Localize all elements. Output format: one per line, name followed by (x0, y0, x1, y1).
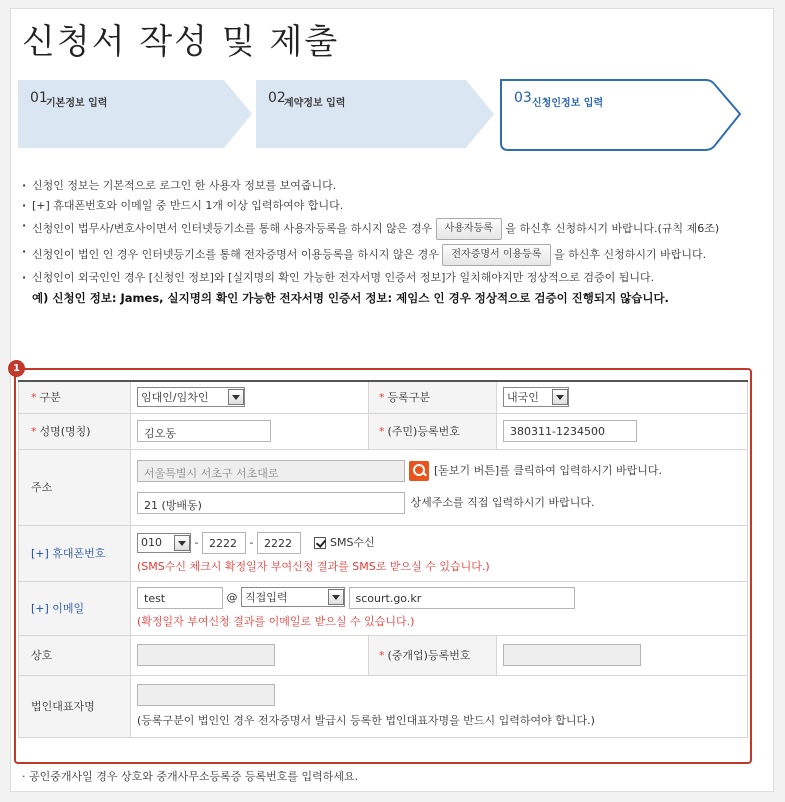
required-mark: * (379, 391, 385, 405)
category-label: 구분 (39, 391, 61, 405)
broker-no-input[interactable] (503, 644, 641, 666)
row-address (19, 449, 748, 525)
chevron-down-icon (328, 589, 344, 605)
sms-checkbox[interactable] (314, 537, 326, 549)
reg-no-value-cell (497, 413, 748, 449)
note-5: · 신청인이 외국인인 경우 [신청인 정보]와 [실지명의 확인 가능한 전자서명 인증서 정보]가 일치해야지만 정상적으로 검증이 됩니다. (22, 270, 752, 286)
email-domain-input[interactable]: scourt.go.kr (349, 587, 575, 609)
reg-type-select-value: 내국인 (507, 391, 539, 405)
category-label-cell (19, 381, 131, 413)
example-note: 예) 신청인 정보: James, 실지명의 확인 가능한 전자서명 인증서 정보: 제임스 인 경우 정상적으로 검증이 진행되지 않습니다. (32, 291, 669, 305)
address-input[interactable]: 서울특별시 서초구 서초대로 (137, 460, 405, 482)
step-1 (16, 78, 252, 148)
sms-hint: (SMS수신 체크시 확정일자 부여신청 결과를 SMS로 받으실 수 있습니다.) (137, 560, 490, 573)
name-label: 성명(명칭) (39, 425, 91, 438)
note-1: · 신청인 정보는 기본적으로 로그인 한 사용자 정보를 보여줍니다. (22, 178, 752, 194)
required-mark: * (31, 425, 37, 438)
email-hint: (확정일자 부여신청 결과를 이메일로 받으실 수 있습니다.) (137, 615, 415, 628)
phone-value-cell (131, 525, 748, 581)
company-label-cell: 상호 (19, 635, 131, 675)
chevron-down-icon (552, 389, 568, 405)
address-detail-input[interactable]: 21 (방배동) (137, 492, 405, 514)
reg-type-label: 등록구분 (387, 391, 431, 405)
corp-rep-label-cell: 법인대표자명 (19, 675, 131, 737)
required-mark: * (379, 425, 385, 438)
note-3-tail: 을 하신후 신청하시기 바랍니다.(규칙 제6조) (505, 222, 720, 235)
step-3-label: 신청인정보 입력 (532, 98, 604, 109)
step-3 (500, 78, 740, 148)
note-4 (22, 244, 752, 266)
corp-rep-input[interactable] (137, 684, 275, 706)
applicant-form-table (18, 380, 748, 738)
category-value-cell (131, 381, 369, 413)
email-at: @ (226, 591, 238, 604)
phone-label: [+] 휴대폰번호 (31, 547, 106, 560)
row-category (19, 381, 748, 413)
name-input[interactable]: 김오동 (137, 420, 271, 442)
category-select-value: 임대인/임차인 (141, 391, 209, 405)
row-phone (19, 525, 748, 581)
email-label-cell (19, 581, 131, 635)
email-value-cell (131, 581, 748, 635)
address-value-cell (131, 449, 748, 525)
address-detail-hint: 상세주소를 직접 입력하시기 바랍니다. (410, 496, 595, 509)
phone-prefix-select[interactable] (137, 533, 191, 553)
sms-label: SMS수신 (329, 536, 375, 549)
chevron-down-icon (228, 389, 244, 405)
required-mark: * (379, 649, 385, 662)
user-register-button[interactable]: 사용자등록 (436, 218, 502, 240)
company-value-cell (131, 635, 369, 675)
reg-no-label: (주민)등록번호 (387, 425, 460, 438)
note-2: · [+] 휴대폰번호와 이메일 중 반드시 1개 이상 입력하여야 합니다. (22, 198, 752, 214)
category-select[interactable] (137, 387, 245, 407)
row-corp-rep (19, 675, 748, 737)
broker-no-value-cell (497, 635, 748, 675)
search-icon[interactable] (409, 461, 429, 481)
note-3 (22, 218, 752, 240)
step-2-label: 계약정보 입력 (284, 98, 346, 109)
step-2-number: 02 (268, 90, 286, 106)
section-badge: 1 (8, 360, 25, 377)
footer-note: · 공인중개사일 경우 상호와 중개사무소등록증 등록번호를 입력하세요. (22, 770, 359, 783)
address-label-cell: 주소 (19, 449, 131, 525)
required-mark: * (31, 391, 37, 405)
reg-type-value-cell (497, 381, 748, 413)
note-4-text: 신청인이 법인 인 경우 인터넷등기소를 통해 전자증명서 이용등록을 하시지 않은 경우 (32, 248, 439, 261)
reg-no-input[interactable]: 380311-1234500 (503, 420, 637, 442)
chevron-down-icon (174, 535, 190, 551)
reg-type-label-cell (369, 381, 497, 413)
step-1-label: 기본정보 입력 (46, 98, 108, 109)
note-3-text: 신청인이 법무사/변호사이면서 인터넷등기소를 통해 사용자등록을 하시지 않은 경우 (32, 222, 433, 235)
footer-note-text: 공인중개사일 경우 상호와 중개사무소등록증 등록번호를 입력하세요. (29, 770, 359, 783)
step-2 (254, 78, 490, 148)
phone-mid-input[interactable]: 2222 (202, 532, 246, 554)
name-value-cell (131, 413, 369, 449)
email-id-input[interactable]: test (137, 587, 223, 609)
row-name (19, 413, 748, 449)
guide-notes (22, 178, 752, 310)
broker-no-label: (중개업)등록번호 (387, 649, 471, 662)
row-email (19, 581, 748, 635)
step-3-number: 03 (514, 90, 532, 106)
corp-rep-hint: (등록구분이 법인인 경우 전자증명서 발급시 등록한 법인대표자명을 반드시 입력하여야 합니다.) (137, 714, 595, 727)
step-1-number: 01 (30, 90, 48, 106)
phone-label-cell (19, 525, 131, 581)
reg-type-select[interactable] (503, 387, 569, 407)
broker-no-label-cell (369, 635, 497, 675)
name-label-cell (19, 413, 131, 449)
phone-dash: - (249, 536, 254, 549)
reg-no-label-cell (369, 413, 497, 449)
step-indicator (16, 78, 746, 158)
phone-prefix-value: 010 (141, 536, 162, 549)
corp-rep-value-cell (131, 675, 748, 737)
page-title: 신청서 작성 및 제출 (22, 22, 340, 62)
e-cert-register-button[interactable]: 전자증명서 이용등록 (442, 244, 550, 266)
company-input[interactable] (137, 644, 275, 666)
address-hint: [돋보기 버튼]를 클릭하여 입력하시기 바랍니다. (434, 464, 662, 477)
note-4-tail: 을 하신후 신청하시기 바랍니다. (554, 248, 707, 261)
row-company (19, 635, 748, 675)
phone-last-input[interactable]: 2222 (257, 532, 301, 554)
phone-dash: - (194, 536, 199, 549)
email-label: [+] 이메일 (31, 602, 85, 615)
email-domain-select[interactable] (241, 587, 345, 607)
email-domain-select-value: 직접입력 (245, 591, 288, 604)
